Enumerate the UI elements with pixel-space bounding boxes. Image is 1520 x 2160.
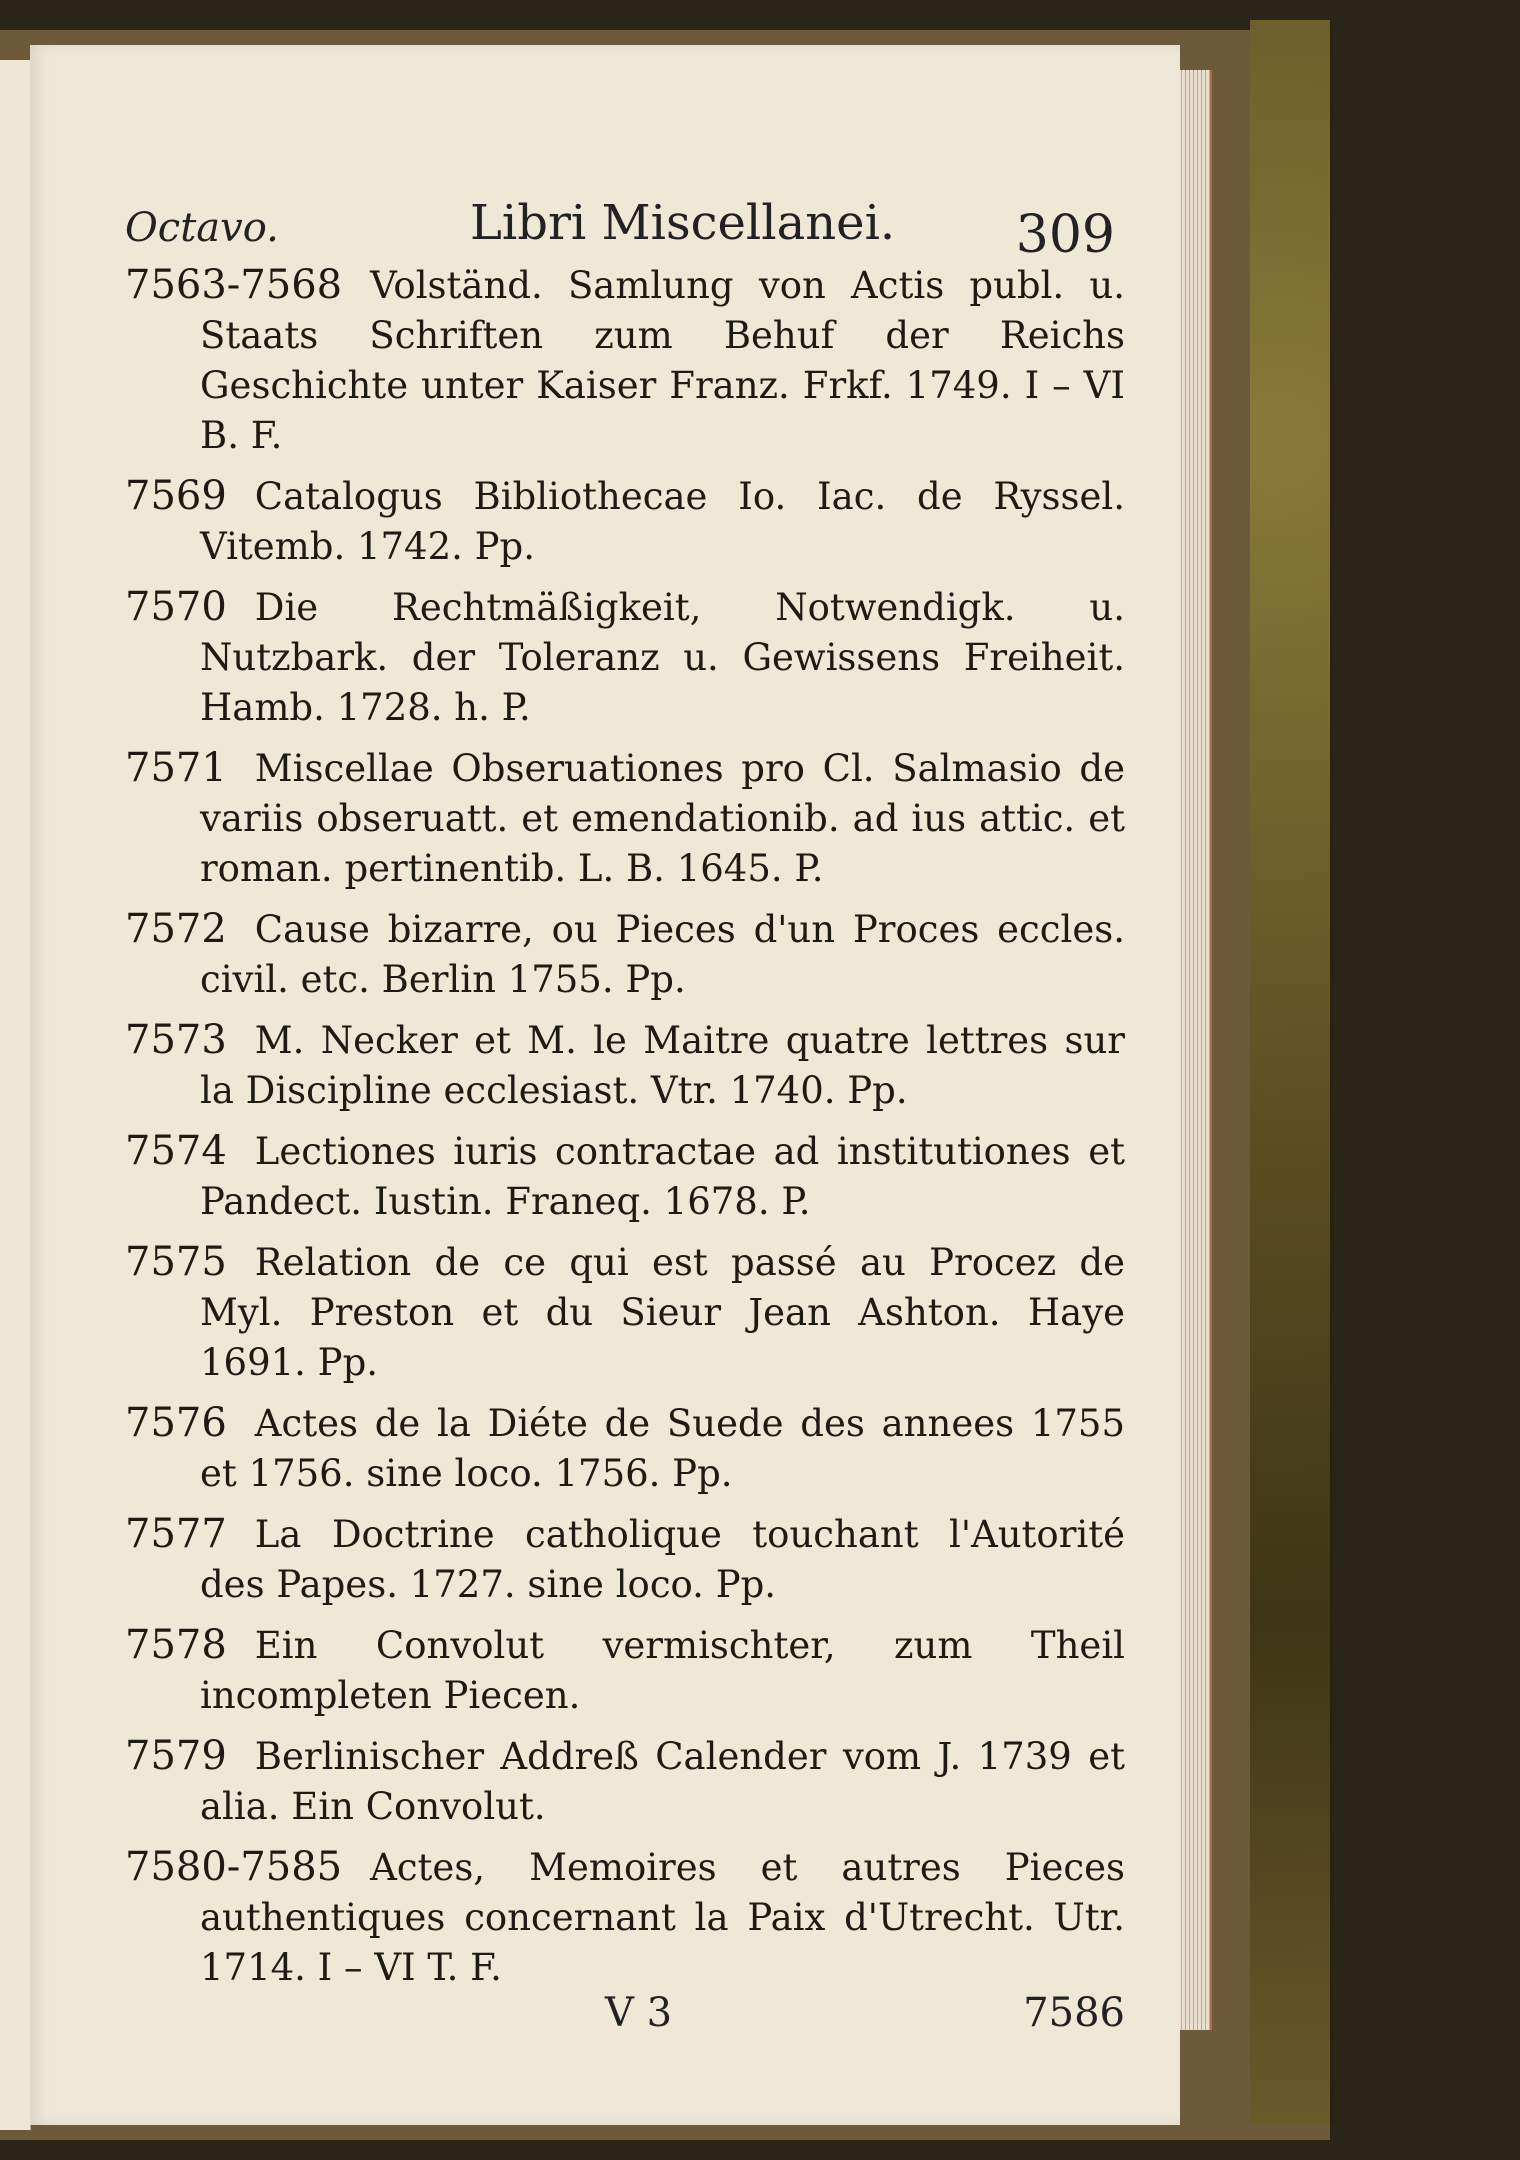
entry-number: 7578 bbox=[125, 1622, 227, 1668]
entry-text: Actes de la Diéte de Suede des annees 1755 et 1756. sine loco. 1756. Pp. bbox=[200, 1402, 1125, 1495]
entry-number: 7579 bbox=[125, 1733, 227, 1779]
catchword: 7586 bbox=[1023, 1990, 1125, 2036]
entry-number: 7570 bbox=[125, 584, 227, 630]
entry-text: Ein Convolut vermischter, zum Theil incompleten Piecen. bbox=[200, 1624, 1125, 1717]
book-cover bbox=[1250, 20, 1333, 2125]
section-title: Libri Miscellanei. bbox=[470, 195, 896, 251]
catalog-entries bbox=[125, 260, 1125, 2003]
catalog-entry bbox=[125, 743, 1125, 894]
catalog-entry bbox=[125, 1015, 1125, 1116]
entry-text: Actes, Memoires et autres Pieces authentiques concernant la Paix d'Utrecht. Utr. 1714. I – VI T. F. bbox=[200, 1846, 1125, 1989]
catalog-entry bbox=[125, 1509, 1125, 1610]
entry-text: Miscellae Obseruationes pro Cl. Salmasio de variis obseruatt. et emendationib. ad ius attic. et roman. pertinentib. L. B. 1645. P. bbox=[200, 747, 1125, 890]
catalog-entry bbox=[125, 1842, 1125, 1993]
entry-text: Cause bizarre, ou Pieces d'un Proces eccles. civil. etc. Berlin 1755. Pp. bbox=[200, 908, 1125, 1001]
catalog-entry bbox=[125, 1620, 1125, 1721]
catalog-page bbox=[30, 45, 1180, 2125]
entry-text: Lectiones iuris contractae ad institutiones et Pandect. Iustin. Franeq. 1678. P. bbox=[200, 1130, 1125, 1223]
catalog-entry bbox=[125, 582, 1125, 733]
catalog-entry bbox=[125, 260, 1125, 461]
format-label: Octavo. bbox=[125, 205, 279, 251]
entry-text: Die Rechtmäßigkeit, Notwendigk. u. Nutzbark. der Toleranz u. Gewissens Freiheit. Hamb. 1728. h. P. bbox=[200, 586, 1125, 729]
entry-text: La Doctrine catholique touchant l'Autorité des Papes. 1727. sine loco. Pp. bbox=[200, 1513, 1125, 1606]
catalog-entry bbox=[125, 1126, 1125, 1227]
entry-number: 7574 bbox=[125, 1128, 227, 1174]
entry-number: 7575 bbox=[125, 1239, 227, 1285]
facing-page-edge bbox=[0, 60, 31, 2130]
entry-text: M. Necker et M. le Maitre quatre lettres sur la Discipline ecclesiast. Vtr. 1740. Pp. bbox=[200, 1019, 1125, 1112]
entry-number: 7577 bbox=[125, 1511, 227, 1557]
page-footer bbox=[125, 1990, 1125, 2050]
entry-number: 7573 bbox=[125, 1017, 227, 1063]
catalog-entry bbox=[125, 1237, 1125, 1388]
entry-number: 7563-7568 bbox=[125, 262, 343, 308]
entry-text: Berlinischer Addreß Calender vom J. 1739 et alia. Ein Convolut. bbox=[200, 1735, 1125, 1828]
entry-text: Volständ. Samlung von Actis publ. u. Staats Schriften zum Behuf der Reichs Geschichte unter Kaiser Franz. Frkf. 1749. I – VI B. F. bbox=[200, 264, 1125, 457]
signature-mark: V 3 bbox=[605, 1990, 673, 2036]
running-header bbox=[125, 165, 1115, 265]
entry-number: 7580-7585 bbox=[125, 1844, 343, 1890]
catalog-entry bbox=[125, 1398, 1125, 1499]
entry-number: 7572 bbox=[125, 906, 227, 952]
entry-text: Catalogus Bibliothecae Io. Iac. de Ryssel. Vitemb. 1742. Pp. bbox=[200, 475, 1125, 568]
entry-number: 7571 bbox=[125, 745, 227, 791]
entry-number: 7576 bbox=[125, 1400, 227, 1446]
catalog-entry bbox=[125, 1731, 1125, 1832]
entry-number: 7569 bbox=[125, 473, 227, 519]
catalog-entry bbox=[125, 471, 1125, 572]
page-number: 309 bbox=[1015, 205, 1115, 265]
catalog-entry bbox=[125, 904, 1125, 1005]
entry-text: Relation de ce qui est passé au Procez de Myl. Preston et du Sieur Jean Ashton. Haye 1691. Pp. bbox=[200, 1241, 1125, 1384]
